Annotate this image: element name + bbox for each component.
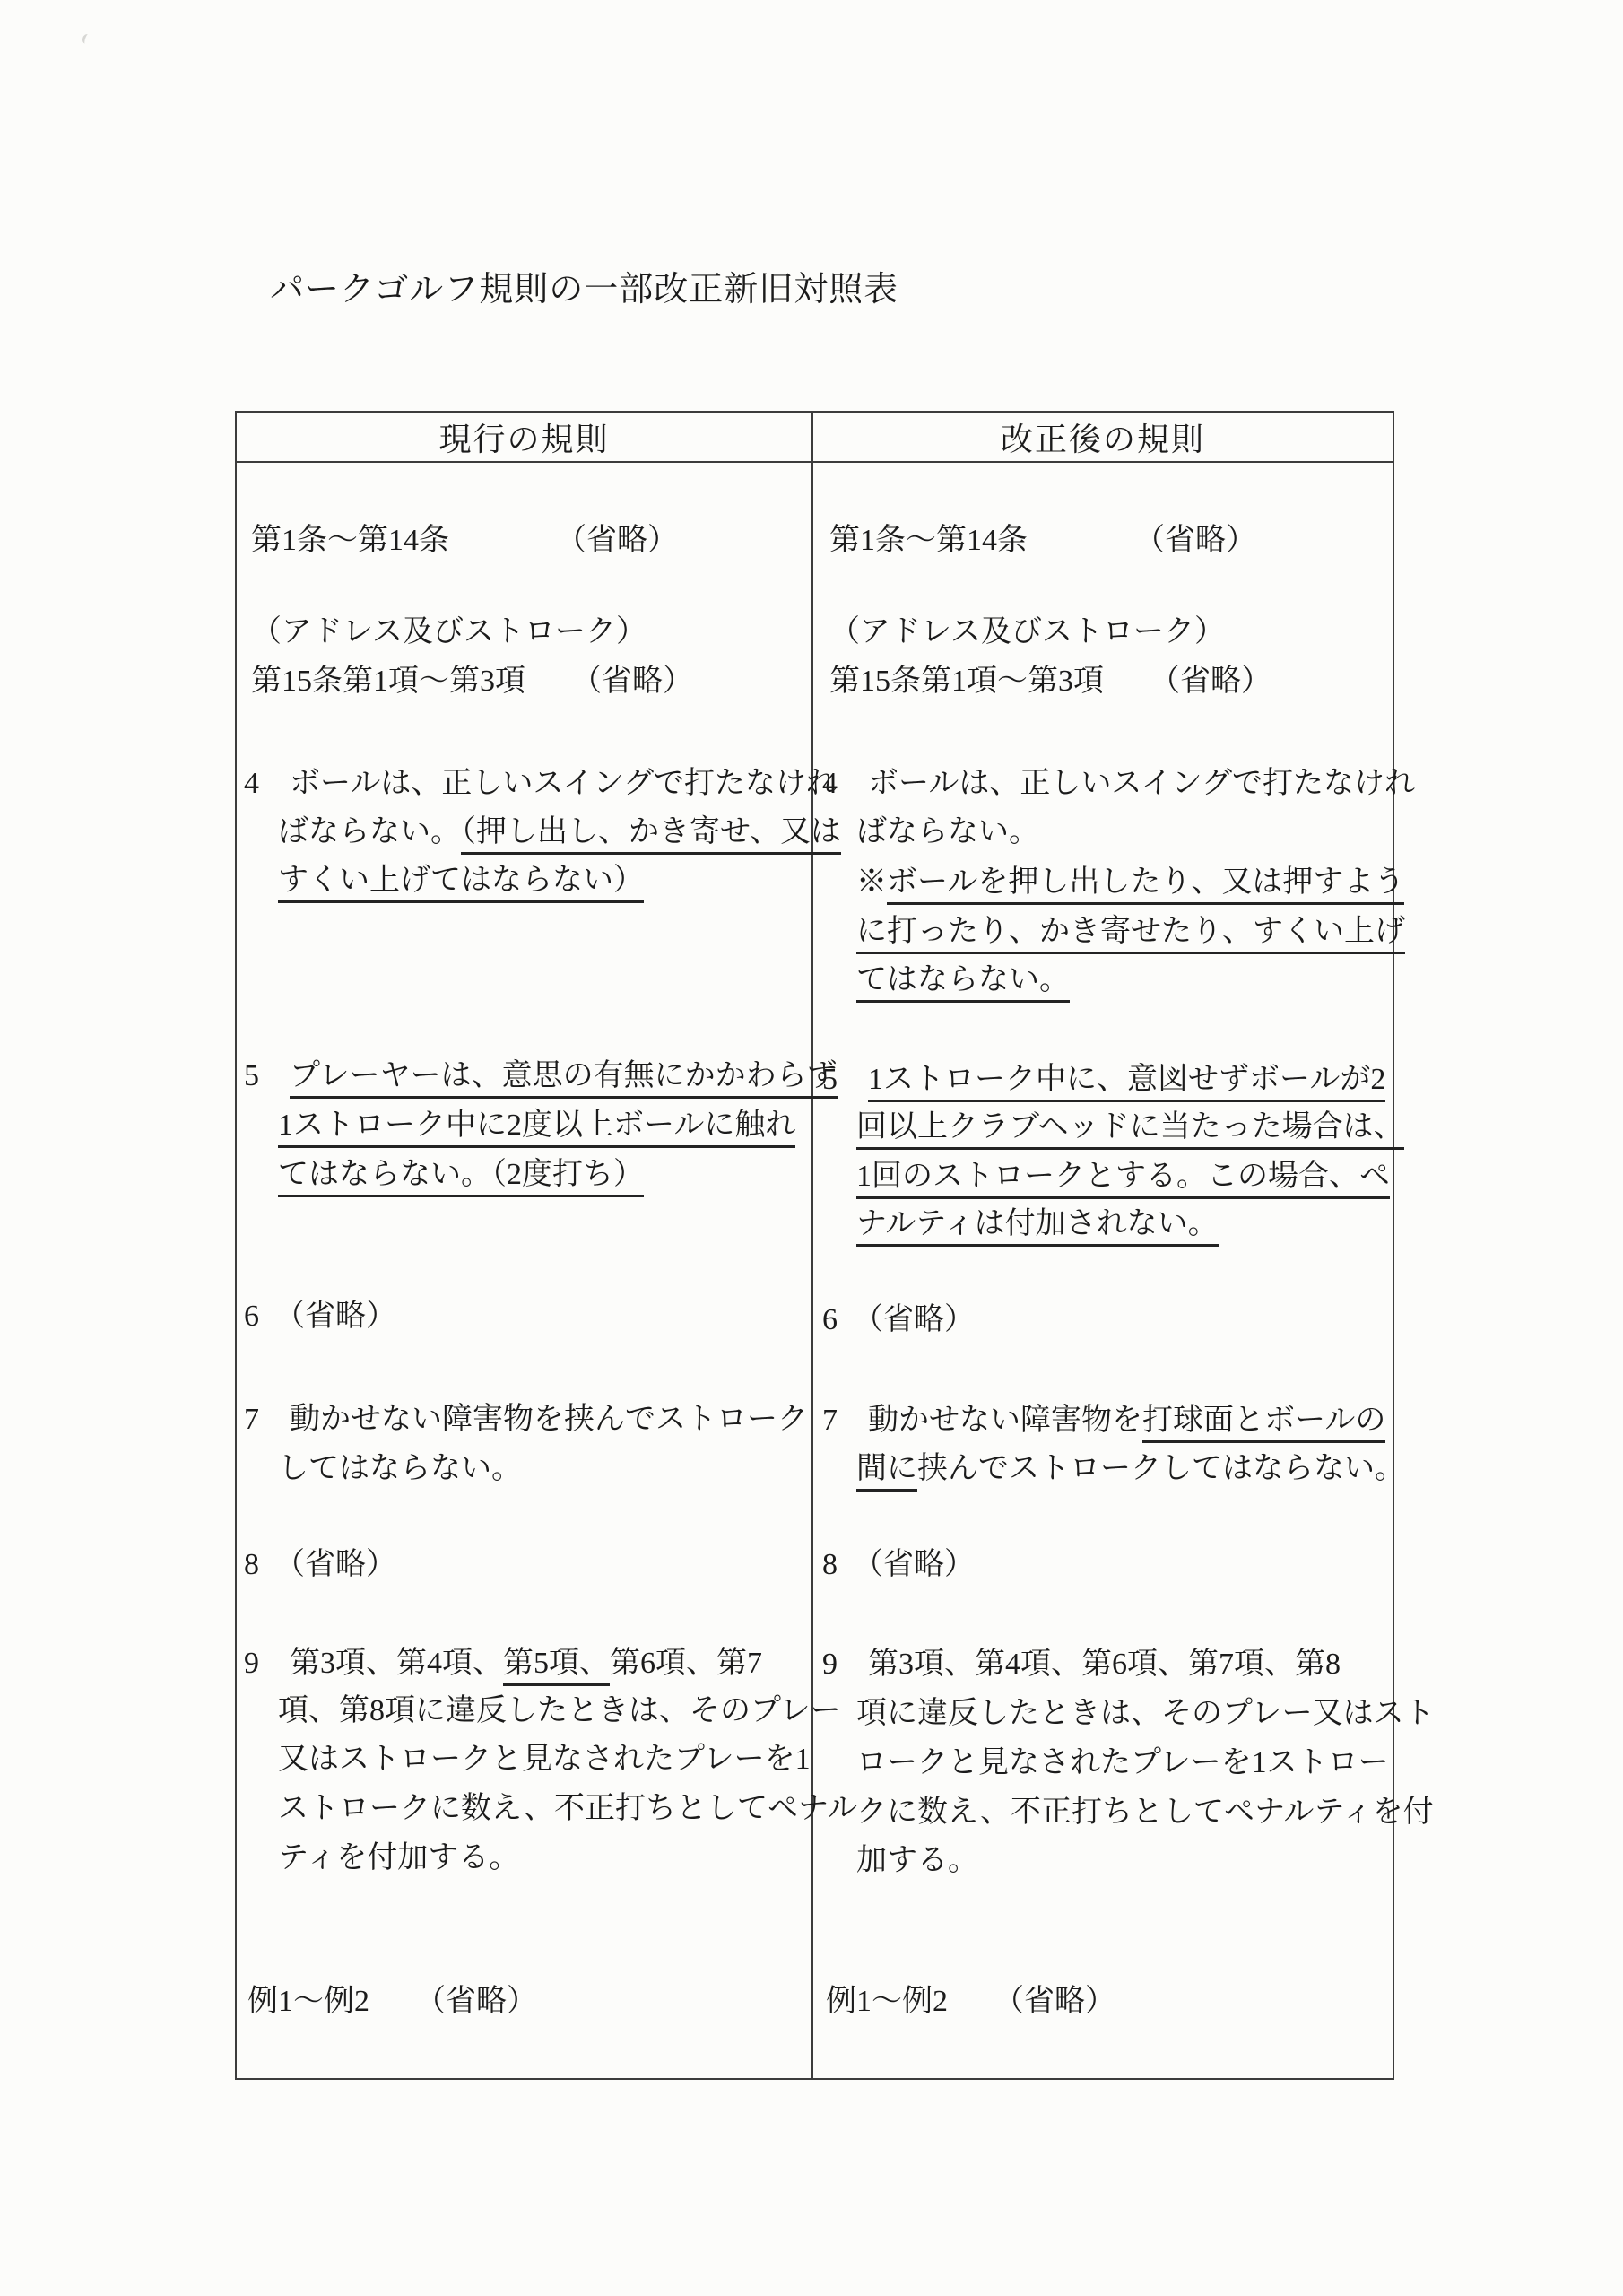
rule-text: てはならない。（2度打ち） xyxy=(278,1158,644,1197)
rule-text: 9 第3項、第4項、 xyxy=(244,1647,503,1680)
rule-line xyxy=(856,1449,1405,1489)
rule-line xyxy=(278,813,841,852)
rule-text: 8 （省略） xyxy=(244,1548,396,1581)
rule-text: 例1～例2 （省略） xyxy=(826,1985,1115,2018)
rule-line xyxy=(822,1060,1385,1100)
rule-text: （押し出し、かき寄せ、又は xyxy=(461,815,841,855)
rule-line xyxy=(278,1449,522,1489)
rule-text: クに数え、不正打ちとしてペナルティを付 xyxy=(856,1796,1434,1829)
rule-text: ストロークに数え、不正打ちとしてペナル xyxy=(278,1792,858,1825)
rule-line xyxy=(278,1740,811,1779)
rule-text: ナルティは付加されない。 xyxy=(856,1207,1219,1247)
rule-text: 又はストロークと見なされたプレーを1 xyxy=(278,1743,811,1776)
rule-line xyxy=(829,662,1271,701)
rule-line xyxy=(244,764,837,804)
rule-text: 6 （省略） xyxy=(822,1303,975,1336)
rule-text: ボールを押し出したり、又は押すよう xyxy=(887,865,1404,905)
rule-line xyxy=(244,1297,396,1336)
scan-speck xyxy=(82,33,92,45)
rule-line xyxy=(822,764,1415,804)
rule-text: 第6項、第7 xyxy=(610,1647,762,1680)
rule-text: 項に違反したときは、そのプレー又はスト xyxy=(856,1697,1435,1730)
rule-line xyxy=(251,662,693,701)
rule-line xyxy=(244,1400,808,1439)
rule-text: 5 xyxy=(822,1063,868,1096)
rule-text: 7 動かせない障害物を xyxy=(822,1404,1142,1437)
rule-line xyxy=(856,1694,1435,1734)
rules-comparison-table xyxy=(235,411,1435,2080)
rule-text: 第1条～第14条 （省略） xyxy=(251,524,678,557)
rule-line xyxy=(278,1692,841,1731)
rule-text: 項、第8項に違反したときは、そのプレー xyxy=(278,1694,841,1727)
rule-line xyxy=(251,613,647,652)
rule-text: プレーヤーは、意思の有無にかかわらず xyxy=(290,1059,838,1099)
rule-text: 4 ボールは、正しいスイングで打たなけれ xyxy=(244,767,837,800)
rule-text: 回以上クラブヘッドに当たった場合は、 xyxy=(856,1110,1404,1150)
rule-line xyxy=(822,1545,975,1585)
rule-text: に打ったり、かき寄せたり、すくい上げ xyxy=(856,915,1405,954)
rule-text: 9 第3項、第4項、第6項、第7項、第8 xyxy=(822,1648,1341,1681)
rule-text: ばならない。 xyxy=(856,815,1039,848)
rule-line xyxy=(822,1401,1385,1440)
page-title: パークゴルフ規則の一部改正新旧対照表 xyxy=(270,271,899,309)
rule-line xyxy=(244,1545,396,1585)
rule-text: 1ストローク中に2度以上ボールに触れ xyxy=(278,1109,795,1148)
rule-text: 例1～例2 （省略） xyxy=(247,1985,537,2018)
rule-line xyxy=(826,1982,1115,2022)
rule-line xyxy=(856,863,1404,902)
rule-text: すくい上げてはならない） xyxy=(278,864,644,903)
rule-line xyxy=(247,1982,537,2022)
rule-text: 第15条第1項～第3項 （省略） xyxy=(251,665,693,698)
rule-text: ティを付加する。 xyxy=(278,1841,520,1874)
rule-line xyxy=(278,861,644,900)
rule-text: 第5項、 xyxy=(503,1647,610,1686)
header-revised-rules: 改正後の規則 xyxy=(1000,421,1205,457)
rule-text: 5 xyxy=(244,1059,290,1092)
rule-line xyxy=(856,961,1070,1000)
rule-text: してはならない。 xyxy=(278,1452,522,1485)
rule-text: 挟んでストロークしてはならない。 xyxy=(917,1452,1405,1485)
rule-line xyxy=(278,1839,519,1878)
rule-text: （アドレス及びストローク） xyxy=(829,615,1225,648)
rule-line xyxy=(278,1106,795,1145)
rule-text: （アドレス及びストローク） xyxy=(251,615,647,648)
rule-text: ばならない。 xyxy=(278,815,461,848)
rule-line xyxy=(244,1057,838,1096)
rule-line xyxy=(856,1793,1434,1832)
rule-line xyxy=(856,1108,1404,1147)
rule-text: ロークと見なされたプレーを1ストロー xyxy=(856,1746,1389,1779)
rule-text: 打球面とボールの xyxy=(1142,1404,1385,1443)
rule-line xyxy=(856,912,1405,952)
table-header-row xyxy=(237,413,1393,463)
rule-text: てはならない。 xyxy=(856,963,1070,1003)
header-current-rules: 現行の規則 xyxy=(438,421,610,457)
rule-line xyxy=(856,1157,1390,1196)
rule-line xyxy=(278,1789,857,1829)
rule-line xyxy=(244,1644,762,1683)
rule-text: 加する。 xyxy=(856,1844,978,1877)
rule-line xyxy=(822,1300,975,1340)
rule-text: 4 ボールは、正しいスイングで打たなけれ xyxy=(822,767,1415,800)
rule-text: 8 （省略） xyxy=(822,1548,975,1581)
rule-line xyxy=(251,521,678,561)
rule-line xyxy=(278,1155,644,1195)
rule-text: 第15条第1項～第3項 （省略） xyxy=(829,665,1271,698)
rule-text: 第1条～第14条 （省略） xyxy=(829,524,1256,557)
rule-line xyxy=(829,521,1256,561)
rule-line xyxy=(829,613,1225,652)
rule-line xyxy=(856,1841,978,1881)
rule-line xyxy=(822,1645,1341,1684)
rule-text: 7 動かせない障害物を挟んでストローク xyxy=(244,1403,808,1436)
rule-line xyxy=(856,1205,1219,1244)
rule-line xyxy=(856,813,1039,852)
rule-text: 間に xyxy=(856,1452,917,1492)
rule-text: ※ xyxy=(856,865,887,899)
rule-text: 1回のストロークとする。この場合、ペ xyxy=(856,1160,1390,1199)
rule-text: 1ストローク中に、意図せずボールが2 xyxy=(868,1063,1385,1102)
rule-text: 6 （省略） xyxy=(244,1300,396,1333)
rule-line xyxy=(856,1744,1389,1783)
